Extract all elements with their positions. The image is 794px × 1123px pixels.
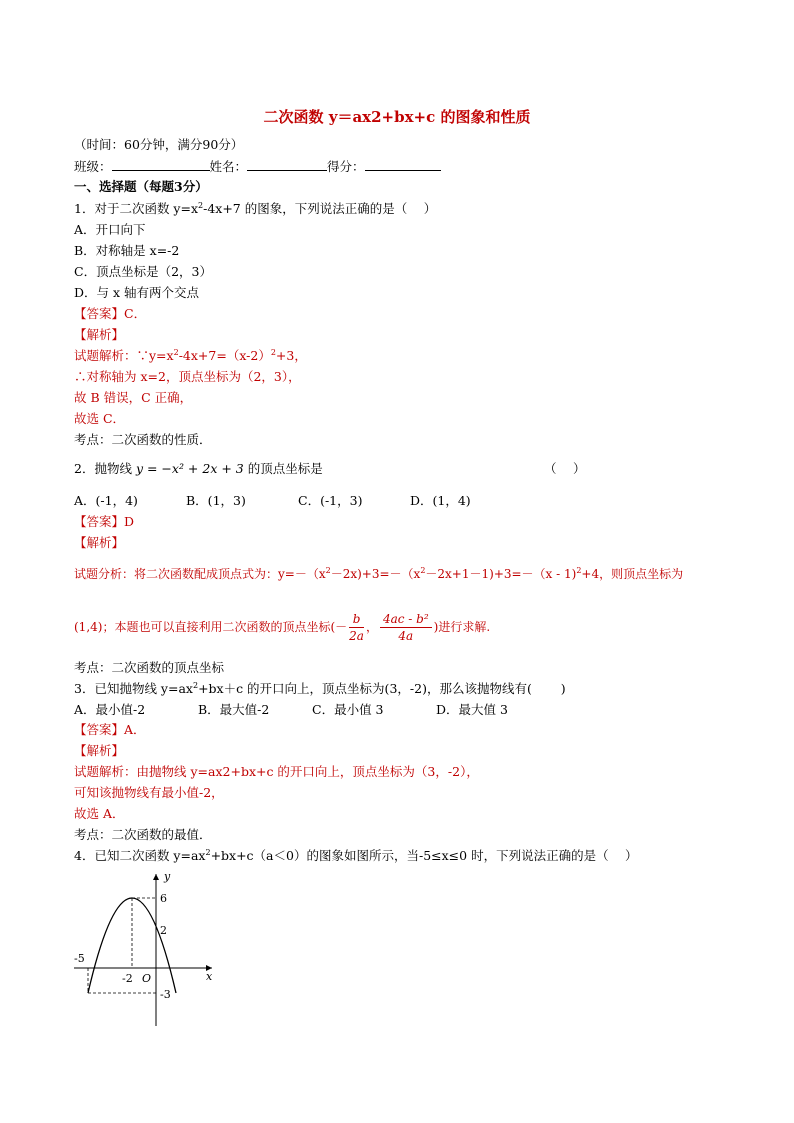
q3-knowledge-point: 考点：二次函数的最值． [74,827,212,842]
x-axis-label: x [206,970,213,983]
class-blank[interactable] [112,158,210,171]
q1-solution-3: 故 B 错误，C 正确， [74,390,193,405]
q1-solution-4: 故选 C． [74,411,126,426]
q1-answer: 【答案】C． [74,306,147,321]
q1-stem: 1．对于二次函数 $y=x^2-4x+7$ 的图象，下列说法正确的是（ ） [74,200,437,216]
q2-formula: y = −x² + 2x + 3 [135,461,244,476]
q2-knowledge-point: 考点：二次函数的顶点坐标 [74,660,225,675]
fraction-b-over-2a: $\frac{b}{2a}$ [349,612,364,643]
q1-knowledge-point: 考点：二次函数的性质． [74,432,212,447]
q3-answer: 【答案】A． [74,722,146,737]
q2-analysis-label: 【解析】 [74,535,125,550]
q2-options [74,493,471,509]
class-label: 班级： [74,159,112,174]
q1-solution-1: 试题解析：$\because y=x^2-4x+7=(x-2)^2+3$， [74,347,307,363]
exam-time: （时间：60分钟，满分90分） [74,137,244,152]
q3-option-a: A．最小值-2 [74,702,146,717]
q1-option-b: B．对称轴是 x=-2 [74,243,180,258]
student-info-row [74,158,441,175]
q2-stem: 2．抛物线 y = −x² + 2x + 3 的顶点坐标是 [74,461,323,476]
name-label: 姓名： [209,159,248,174]
parabola-graph [66,868,226,1028]
score-label: 得分： [327,159,365,174]
y-axis-label: y [164,870,171,883]
q2-solution-1: 试题分析：将二次函数配成顶点式为：$y=-(x^2-2x)+3=-(x^2-2x+1-1)+3=-(x - 1)^2+4$，则顶点坐标为 [74,566,684,581]
q2-option-b: B．(1，3) [186,493,246,508]
q1-option-c: C．顶点坐标是（2，3） [74,264,212,279]
label-2: 2 [160,924,167,937]
section-heading: 一、选择题（每题3分） [74,179,208,194]
q1-option-a: A．开口向下 [74,222,146,237]
q3-solution-2: 可知该抛物线有最小值-2， [74,785,224,800]
label-6: 6 [160,892,167,905]
q3-solution-1: 试题解析：由抛物线 y=ax2+bx+c 的开口向上，顶点坐标为（3，-2）， [74,764,479,779]
name-blank[interactable] [247,158,327,171]
q3-analysis-label: 【解析】 [74,743,125,758]
label-neg2: -2 [122,972,133,985]
q1-option-d: D．与 x 轴有两个交点 [74,285,200,300]
q2-option-d: D．(1，4) [410,493,471,508]
label-neg3: -3 [160,988,171,1001]
q2-option-a: A．(-1，4) [74,493,138,508]
q3-option-b: B．最大值-2 [198,702,270,717]
q3-stem: 3．已知抛物线 $y=ax^2+bx+c$ 的开口向上，顶点坐标为(3，-2)，那么该抛物线有( ) [74,680,566,696]
score-blank[interactable] [365,158,441,171]
q2-answer: 【答案】D [74,514,135,529]
q3-options [74,702,508,718]
fraction-4ac-b2-over-4a: $\frac{\text{4ac - b²}}{4a}$ [380,611,432,644]
q3-option-d: D．最大值 3 [436,702,508,717]
q3-option-c: C．最小值 3 [312,702,384,717]
q2-paren: （ ） [544,461,586,476]
origin-label: O [142,972,152,985]
label-neg5: -5 [74,952,85,965]
q4-stem: 4．已知二次函数 $y=ax^2+bx+c(a<0)$的图象如图所示，当-5≤x≤0 时，下列说法正确的是（ ） [74,847,638,863]
q3-solution-3: 故选 A． [74,806,125,821]
q1-analysis-label: 【解析】 [74,327,125,342]
q2-solution-2: (1,4)；本题也可以直接利用二次函数的顶点坐标(－ $\frac{b}{2a}$ ， $\frac{\text{4ac - b²}}{4a}$ )进行求解. [74,612,491,643]
q2-option-c: C．(-1，3) [298,493,363,508]
page-title: 二次函数 y＝ax2+bx+c 的图象和性质 [263,108,531,126]
q1-solution-2: ∴对称轴为 x=2，顶点坐标为（2，3）， [74,369,301,384]
